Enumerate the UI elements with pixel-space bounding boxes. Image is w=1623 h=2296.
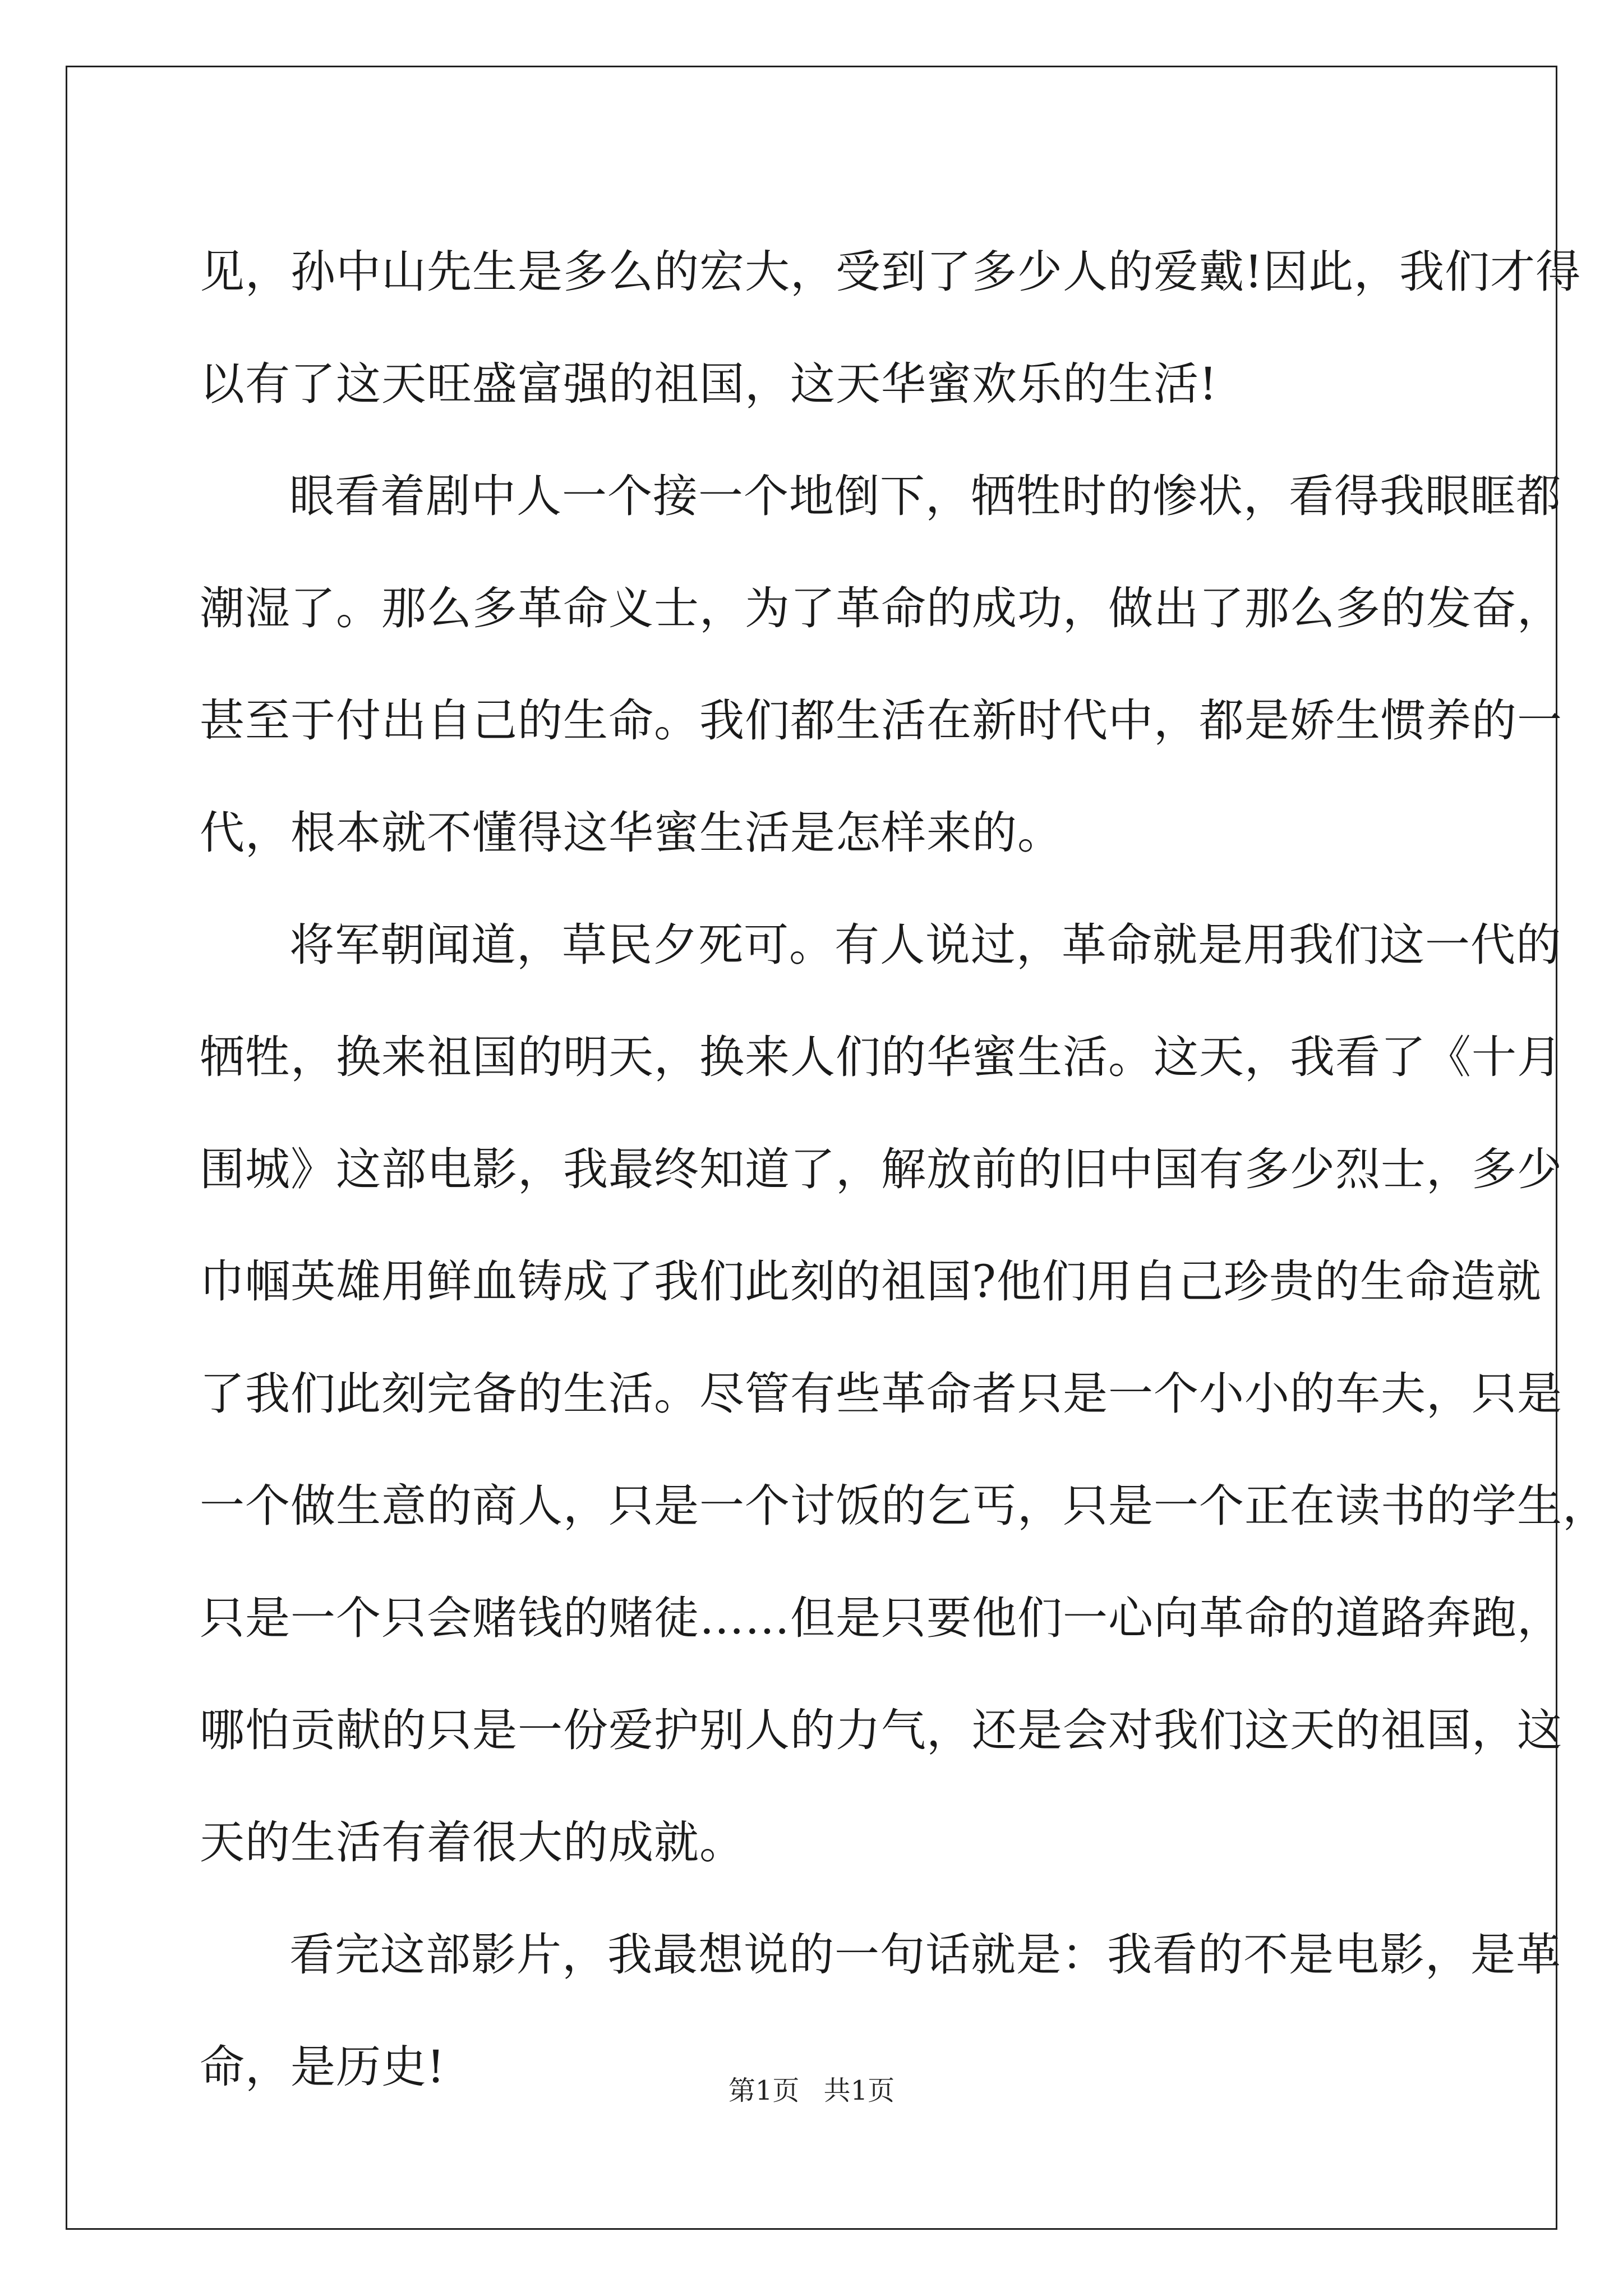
text-line: 命，是历史! [200,2041,446,2093]
text-line: 以有了这天旺盛富强的祖国，这天华蜜欢乐的生活! [200,358,1218,410]
page-number-current: 第1页 [728,2075,800,2106]
paragraph-first-line: 将军朝闻道，草民夕死可。有人说过，革命就是用我们这一代的 [289,919,1561,971]
paragraph-first-line: 眼看着剧中人一个接一个地倒下，牺牲时的惨状，看得我眼眶都 [289,470,1561,522]
page-number-total: 共1页 [823,2075,895,2106]
text-line: 见，孙中山先生是多么的宏大，受到了多少人的爱戴!因此，我们才得 [200,246,1581,298]
text-line: 天的生活有着很大的成就。 [200,1816,745,1869]
text-line: 潮湿了。那么多革命义士，为了革命的成功，做出了那么多的发奋， [200,582,1562,634]
page-footer [0,2074,1623,2108]
document-body [200,216,1608,2123]
text-line: 牺牲，换来祖国的明天，换来人们的华蜜生活。这天，我看了《十月 [200,1031,1562,1083]
text-line: 代，根本就不懂得这华蜜生活是怎样来的。 [200,807,1063,859]
text-line: 围城》这部电影，我最终知道了，解放前的旧中国有多少烈士，多少 [200,1143,1562,1195]
text-line: 巾帼英雄用鲜血铸成了我们此刻的祖国?他们用自己珍贵的生命造就 [200,1255,1542,1308]
text-line: 甚至于付出自己的生命。我们都生活在新时代中，都是娇生惯养的一 [200,694,1562,747]
text-line: 一个做生意的商人，只是一个讨饭的乞丐，只是一个正在读书的学生， [200,1480,1608,1532]
text-line: 了我们此刻完备的生活。尽管有些革命者只是一个小小的车夫，只是 [200,1368,1562,1420]
paragraph-first-line: 看完这部影片，我最想说的一句话就是：我看的不是电影，是革 [289,1929,1561,1981]
text-line: 只是一个只会赌钱的赌徒……但是只要他们一心向革命的道路奔跑， [200,1592,1562,1644]
text-line: 哪怕贡献的只是一份爱护别人的力气，还是会对我们这天的祖国，这 [200,1704,1562,1756]
